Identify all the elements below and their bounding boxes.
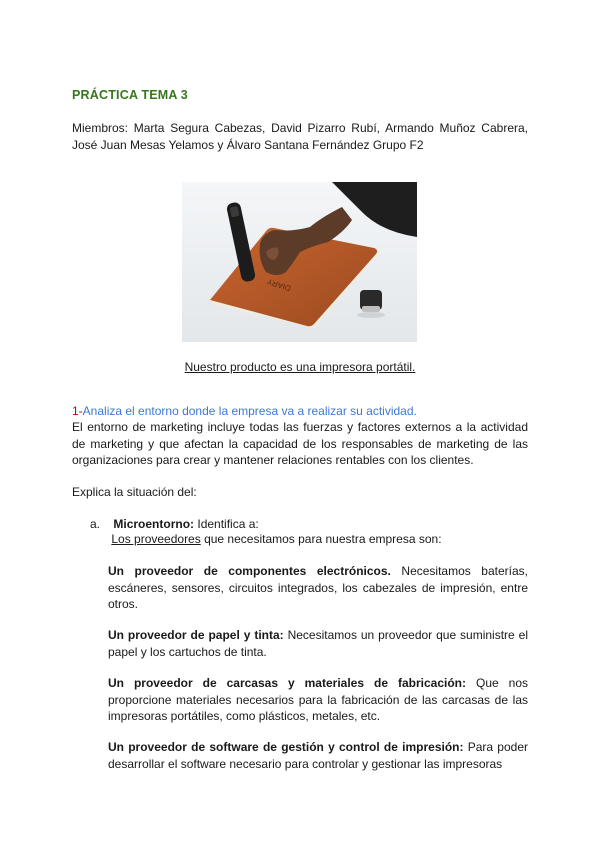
list-marker: a. xyxy=(90,517,101,531)
provider-electronics xyxy=(108,563,528,613)
provider-software-text: Para poder desarrollar el software necesario para controlar y gestionar las impresoras xyxy=(108,740,528,771)
provider-software-heading: Un proveedor de software de gestión y control de impresión: xyxy=(108,740,464,754)
provider-paper-ink-heading: Un proveedor de papel y tinta: xyxy=(108,628,284,642)
providers-text: que necesitamos para nuestra empresa son: xyxy=(200,532,442,546)
providers-line xyxy=(108,532,442,546)
list-item-a xyxy=(90,516,259,533)
notebook-label: DIARY xyxy=(265,276,292,293)
question-number: 1- xyxy=(72,404,83,418)
provider-housings-text: Que nos proporcione materiales necesarios para la fabricación de las carcasas de las impresoras portátiles, como plásticos, metales, etc. xyxy=(108,676,528,723)
provider-paper-ink-text: Necesitamos un proveedor que suministre el papel y los cartuchos de tinta. xyxy=(108,628,528,659)
intro-paragraph: El entorno de marketing incluye todas las fuerzas y factores externos a la actividad de marketing y que afectan la capacidad de los responsables de marketing de las organizaciones para crear y mantener relaciones rentables con los clientes. xyxy=(72,420,528,467)
provider-software xyxy=(108,739,528,772)
explica-line: Explica la situación del: xyxy=(72,485,197,499)
question-text: Analiza el entorno donde la empresa va a realizar su actividad. xyxy=(82,404,417,418)
question-heading xyxy=(72,403,528,420)
provider-housings-heading: Un proveedor de carcasas y materiales de fabricación: xyxy=(108,676,466,690)
image-caption: Nuestro producto es una impresora portátil. xyxy=(184,360,416,374)
provider-paper-ink xyxy=(108,627,528,660)
microentorno-text: Identifica a: xyxy=(194,517,259,531)
providers-link: Los proveedores xyxy=(111,532,201,546)
microentorno-heading: Microentorno: xyxy=(113,517,195,531)
product-photo xyxy=(182,182,417,342)
page-title: PRÁCTICA TEMA 3 xyxy=(72,88,188,102)
provider-electronics-text: Necesitamos baterías, escáneres, sensores, circuitos integrados, los cabezales de impresión, entre otros. xyxy=(108,564,528,611)
provider-electronics-heading: Un proveedor de componentes electrónicos. xyxy=(108,564,391,578)
provider-housings xyxy=(108,675,528,725)
members-paragraph: Miembros: Marta Segura Cabezas, David Pizarro Rubí, Armando Muñoz Cabrera, José Juan Mesas Yelamos y Álvaro Santana Fernández Grupo F2 xyxy=(72,121,528,152)
